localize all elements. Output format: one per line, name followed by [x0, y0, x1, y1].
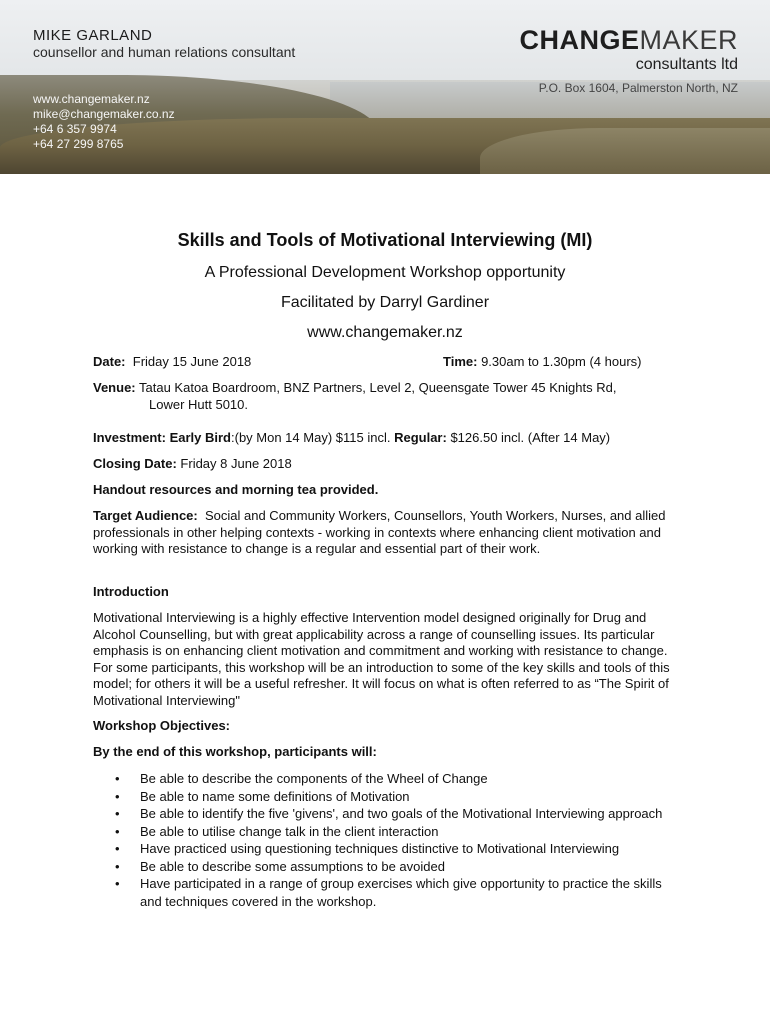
document-subtitle: A Professional Development Workshop opportunity: [204, 264, 566, 281]
audience-text: Social and Community Workers, Counsellors, Youth Workers, Nurses, and allied professionals in other helping contexts - working in contexts where enhancing client motivation and working with resistance to change is a regular and essential part of their work.: [93, 508, 666, 556]
venue-label: Venue:: [93, 380, 136, 395]
list-item: [93, 858, 683, 876]
consultant-name: MIKE GARLAND: [33, 27, 153, 44]
postal-address: P.O. Box 1604, Palmerston North, NZ: [538, 81, 738, 95]
contact-email[interactable]: mike@changemaker.co.nz: [33, 107, 175, 121]
logo-light: MAKER: [639, 25, 738, 55]
website-link[interactable]: www.changemaker.nz: [307, 324, 463, 341]
facilitator-line: Facilitated by Darryl Gardiner: [280, 294, 490, 311]
closing-value: Friday 8 June 2018: [180, 456, 292, 471]
list-item: [93, 840, 683, 858]
bullet-icon: •: [115, 841, 120, 856]
contact-phone: +64 6 357 9974: [33, 122, 117, 136]
handout-note: Handout resources and morning tea provided.: [93, 482, 379, 497]
objective-text: Be able to describe some assumptions to be avoided: [140, 858, 445, 874]
introduction-paragraph: Motivational Interviewing is a highly effective Intervention model designed originally for Drug and Alcohol Counselling, but with great applicability across a range of counselling issues. Its particular emphasis is on enhancing client motivation and commitment and working with resistance to change. For some participants, this workshop will be an introduction to some of the key skills and tools of this model; for others it will be a useful refresher. It will focus on what is often referred to as “The Spirit of Motivational Interviewing": [93, 610, 670, 708]
time-value: 9.30am to 1.30pm (4 hours): [481, 354, 642, 369]
objectives-list: [93, 770, 683, 910]
objective-text: Have practiced using questioning techniques distinctive to Motivational Interviewing: [140, 841, 620, 856]
contact-mobile: +64 27 299 8765: [33, 137, 124, 151]
bullet-icon: •: [115, 876, 120, 891]
venue-block: [93, 380, 683, 413]
banner-grass: [480, 128, 770, 174]
consultant-role: counsellor and human relations consultant: [33, 44, 296, 60]
objective-text: Be able to identify the five 'givens', and two goals of the Motivational Interviewing approach: [140, 806, 663, 821]
bullet-icon: •: [115, 858, 120, 874]
investment-line: [93, 430, 683, 447]
objective-text: Be able to name some definitions of Motivation: [140, 788, 410, 804]
header-banner: [0, 0, 770, 174]
regular-label: Regular:: [394, 430, 447, 445]
time-label: Time:: [443, 354, 478, 369]
logo-subtitle: consultants ltd: [635, 56, 738, 73]
date-time-row: [93, 354, 663, 369]
date-field: [93, 354, 251, 369]
introduction-heading: Introduction: [93, 584, 169, 599]
regular-value: $126.50 incl. (After 14 May): [450, 430, 611, 445]
investment-early-value: :(by Mon 14 May) $115 incl.: [231, 430, 391, 445]
objective-text: Have participated in a range of group exercises which give opportunity to practice the skills and techniques covered in the workshop.: [140, 876, 662, 909]
bullet-icon: •: [115, 788, 120, 804]
venue-line-2: Lower Hutt 5010.: [149, 396, 249, 412]
list-item: [93, 823, 683, 841]
contact-list: [33, 92, 175, 152]
bullet-icon: •: [115, 806, 120, 821]
date-value: Friday 15 June 2018: [132, 354, 252, 369]
venue-line-1: Tatau Katoa Boardroom, BNZ Partners, Level 2, Queensgate Tower 45 Knights Rd,: [139, 380, 617, 395]
document-title: Skills and Tools of Motivational Interviewing (MI): [177, 230, 593, 250]
objective-text: Be able to describe the components of the Wheel of Change: [140, 771, 488, 786]
bullet-icon: •: [115, 771, 120, 786]
closing-label: Closing Date:: [93, 456, 177, 471]
target-audience-paragraph: [93, 508, 683, 558]
time-field: [443, 354, 641, 369]
audience-label: Target Audience:: [93, 508, 198, 523]
date-label: Date:: [93, 354, 126, 369]
objective-text: Be able to utilise change talk in the client interaction: [140, 823, 439, 839]
objectives-heading: Workshop Objectives:: [93, 718, 231, 733]
list-item: [93, 805, 683, 823]
logo-strong: CHANGE: [519, 25, 640, 55]
bullet-icon: •: [115, 823, 120, 839]
list-item: [93, 770, 683, 788]
list-item: [93, 875, 683, 910]
contact-website[interactable]: www.changemaker.nz: [33, 92, 150, 106]
closing-date-line: [93, 456, 683, 473]
logo-wordmark: [519, 26, 738, 54]
investment-label: Investment: Early Bird: [93, 430, 231, 445]
list-item: [93, 788, 683, 806]
objectives-lead: By the end of this workshop, participants will:: [93, 744, 377, 759]
changemaker-logo: [519, 26, 738, 95]
